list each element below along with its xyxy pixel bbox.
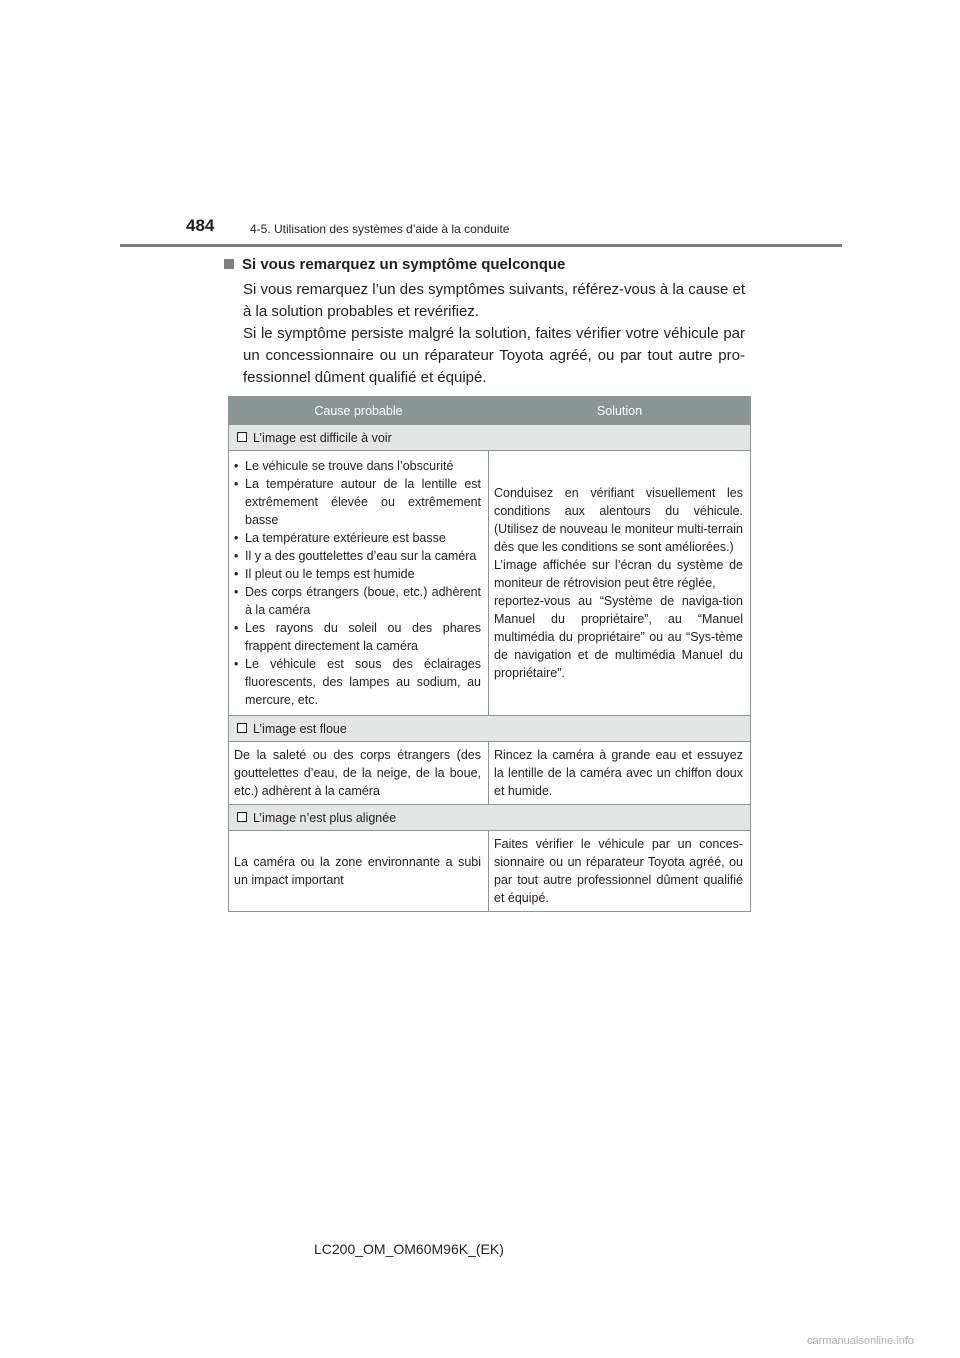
symptom-group-row [229, 805, 751, 831]
list-item: • La température autour de la lentille est extrêmement élevée ou extrêmement basse [234, 477, 481, 527]
cause-item: Le véhicule se trouve dans l’obscurité [245, 459, 454, 473]
header-divider [120, 244, 842, 247]
solution-cell: Faites vérifier le véhicule par un conces-sionnaire ou un réparateur Toyota agréé, ou par tout autre professionnel dûment qualifié et équipé. [489, 831, 751, 912]
cause-item: Il pleut ou le temps est humide [245, 567, 415, 581]
intro-text [243, 279, 745, 389]
cause-item: Il y a des gouttelettes d’eau sur la caméra [245, 549, 477, 563]
table-row [229, 831, 751, 912]
cause-item: La température autour de la lentille est extrêmement élevée ou extrêmement basse [245, 477, 481, 527]
symptom-title: L’image est difficile à voir [253, 430, 392, 445]
table-row [229, 451, 751, 716]
column-header-solution: Solution [489, 397, 751, 425]
list-item: • Le véhicule est sous des éclairages fluorescents, des lampes au sodium, au mercure, etc. [234, 657, 481, 707]
list-item: • Le véhicule se trouve dans l’obscurité [234, 459, 454, 473]
troubleshooting-table [228, 396, 751, 912]
symptom-group-title [229, 425, 751, 451]
cause-cell: La caméra ou la zone environnante a subi un impact important [229, 831, 489, 912]
list-item: • Les rayons du soleil ou des phares frappent directement la caméra [234, 621, 481, 653]
watermark: carmanualsonline.info [807, 1335, 915, 1347]
table-row [229, 742, 751, 805]
section-heading-text: Si vous remarquez un symptôme quelconque [242, 256, 566, 273]
cause-item: Le véhicule est sous des éclairages fluorescents, des lampes au sodium, au mercure, etc. [245, 657, 481, 707]
list-item: • La température extérieure est basse [234, 531, 446, 545]
list-item: • Il pleut ou le temps est humide [234, 567, 415, 581]
symptom-group-row [229, 716, 751, 742]
cause-cell: De la saleté ou des corps étrangers (des gouttelettes d’eau, de la neige, de la boue, etc.) adhèrent à la caméra [229, 742, 489, 805]
solution-cell: Rincez la caméra à grande eau et essuyez la lentille de la caméra avec un chiffon doux et humide. [489, 742, 751, 805]
square-bullet-icon [224, 259, 234, 269]
intro-paragraph-2: Si le symptôme persiste malgré la solution, faites vérifier votre véhicule par un concessionnaire ou un réparateur Toyota agréé, ou par tout autre pro-fessionnel dûment qualifié et équipé. [243, 325, 745, 386]
cause-cell [229, 451, 489, 716]
cause-item: La température extérieure est basse [245, 531, 446, 545]
cause-item: Les rayons du soleil ou des phares frappent directement la caméra [245, 621, 481, 653]
column-header-cause: Cause probable [229, 397, 489, 425]
checkbox-icon [237, 723, 247, 733]
cause-list [234, 457, 481, 709]
intro-paragraph-1: Si vous remarquez l’un des symptômes suivants, référez-vous à la cause et à la solution probables et revérifiez. [243, 281, 745, 320]
section-heading [224, 256, 565, 273]
symptom-title: L’image n’est plus alignée [253, 810, 397, 825]
document-code: LC200_OM_OM60M96K_(EK) [314, 1241, 504, 1257]
symptom-group-title [229, 716, 751, 742]
symptom-group-row [229, 425, 751, 451]
solution-cell: Conduisez en vérifiant visuellement les conditions aux alentours du véhicule. (Utilisez de nouveau le moniteur multi-terrain dès que les conditions se sont améliorées.) L’image affichée sur l’écran du système de moniteur de rétrovision peut être réglée, reportez-vous au “Système de naviga-tion Manuel du propriétaire”, au “Manuel multimédia du propriétaire” ou au “Sys-tème de navigation et de multimédia Manuel du propriétaire”. [489, 451, 751, 716]
cause-item: Des corps étrangers (boue, etc.) adhèrent à la caméra [245, 585, 481, 617]
symptom-group-title [229, 805, 751, 831]
checkbox-icon [237, 432, 247, 442]
page-number: 484 [186, 216, 215, 235]
checkbox-icon [237, 812, 247, 822]
symptom-title: L’image est floue [253, 721, 347, 736]
list-item: • Il y a des gouttelettes d’eau sur la caméra [234, 549, 477, 563]
list-item: • Des corps étrangers (boue, etc.) adhèrent à la caméra [234, 585, 481, 617]
table-header-row [229, 397, 751, 425]
chapter-title: 4-5. Utilisation des systèmes d’aide à la conduite [250, 222, 510, 236]
